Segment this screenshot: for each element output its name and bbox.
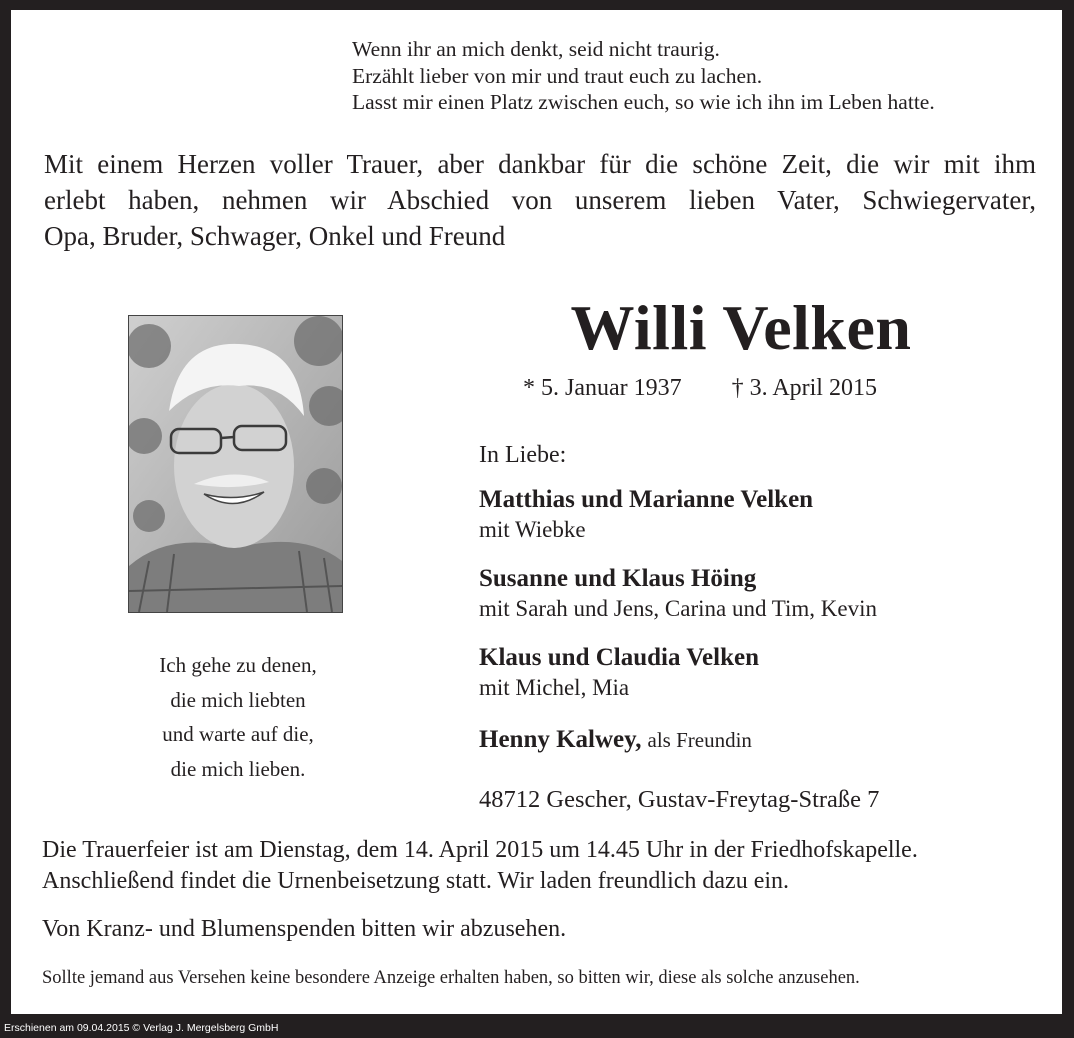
- friend-name: Henny Kalwey,: [479, 726, 642, 753]
- mourners-heading: In Liebe:: [479, 442, 567, 468]
- motto-line: Lasst mir einen Platz zwischen euch, so wie ich ihn im Leben hatte.: [352, 90, 935, 114]
- poem: [103, 648, 373, 786]
- motto-verse: [352, 36, 935, 116]
- family-names: Klaus und Claudia Velken: [479, 644, 759, 671]
- obituary-notice: [11, 10, 1062, 1014]
- intro-line: Opa, Bruder, Schwager, Onkel und Freund: [44, 221, 506, 251]
- publication-credit: Erschienen am 09.04.2015 © Verlag J. Mergelsberg GmbH: [4, 1022, 279, 1034]
- family-names: Matthias und Marianne Velken: [479, 486, 814, 513]
- portrait-image: [129, 316, 342, 612]
- motto-line: Erzählt lieber von mir und traut euch zu lachen.: [352, 63, 763, 88]
- friend-role: als Freundin: [647, 728, 752, 752]
- family-children: mit Sarah und Jens, Carina und Tim, Kevin: [479, 596, 878, 621]
- intro-line: Mit einem Herzen voller Trauer, aber dankbar für die schöne Zeit, die wir mit ihm: [44, 149, 1036, 179]
- intro-paragraph: [44, 146, 1036, 254]
- service-line: Anschließend findet die Urnenbeisetzung statt. Wir laden freundlich dazu ein.: [42, 868, 790, 894]
- service-info: [42, 835, 918, 897]
- family-children: mit Michel, Mia: [479, 675, 630, 700]
- motto-line: Wenn ihr an mich denkt, seid nicht traurig.: [352, 37, 720, 61]
- poem-line: die mich lieben.: [170, 756, 306, 781]
- family-entry: [479, 485, 813, 545]
- family-children: mit Wiebke: [479, 517, 586, 542]
- face: [174, 384, 294, 548]
- poem-line: und warte auf die,: [162, 722, 314, 746]
- poem-line: die mich liebten: [170, 687, 306, 712]
- friend-entry: [479, 725, 752, 755]
- portrait-photo: [128, 315, 343, 613]
- death-date: † 3. April 2015: [731, 375, 877, 401]
- deceased-name: Willi Velken: [570, 292, 912, 363]
- flowers-request: Von Kranz- und Blumenspenden bitten wir abzusehen.: [42, 916, 567, 942]
- address: 48712 Gescher, Gustav-Freytag-Straße 7: [479, 786, 880, 813]
- service-line: Die Trauerfeier ist am Dienstag, dem 14. April 2015 um 14.45 Uhr in der Friedhofskapelle.: [42, 837, 918, 863]
- family-entry: [479, 564, 877, 624]
- life-dates: [523, 373, 877, 403]
- notice-note: Sollte jemand aus Versehen keine besondere Anzeige erhalten haben, so bitten wir, diese als solche anzusehen.: [42, 968, 860, 988]
- poem-line: Ich gehe zu denen,: [159, 653, 317, 677]
- intro-line: erlebt haben, nehmen wir Abschied von unserem lieben Vater, Schwiegervater,: [44, 185, 1036, 215]
- family-entry: [479, 643, 759, 703]
- family-names: Susanne und Klaus Höing: [479, 565, 757, 592]
- shirt: [129, 542, 342, 612]
- birth-date: * 5. Januar 1937: [523, 375, 682, 401]
